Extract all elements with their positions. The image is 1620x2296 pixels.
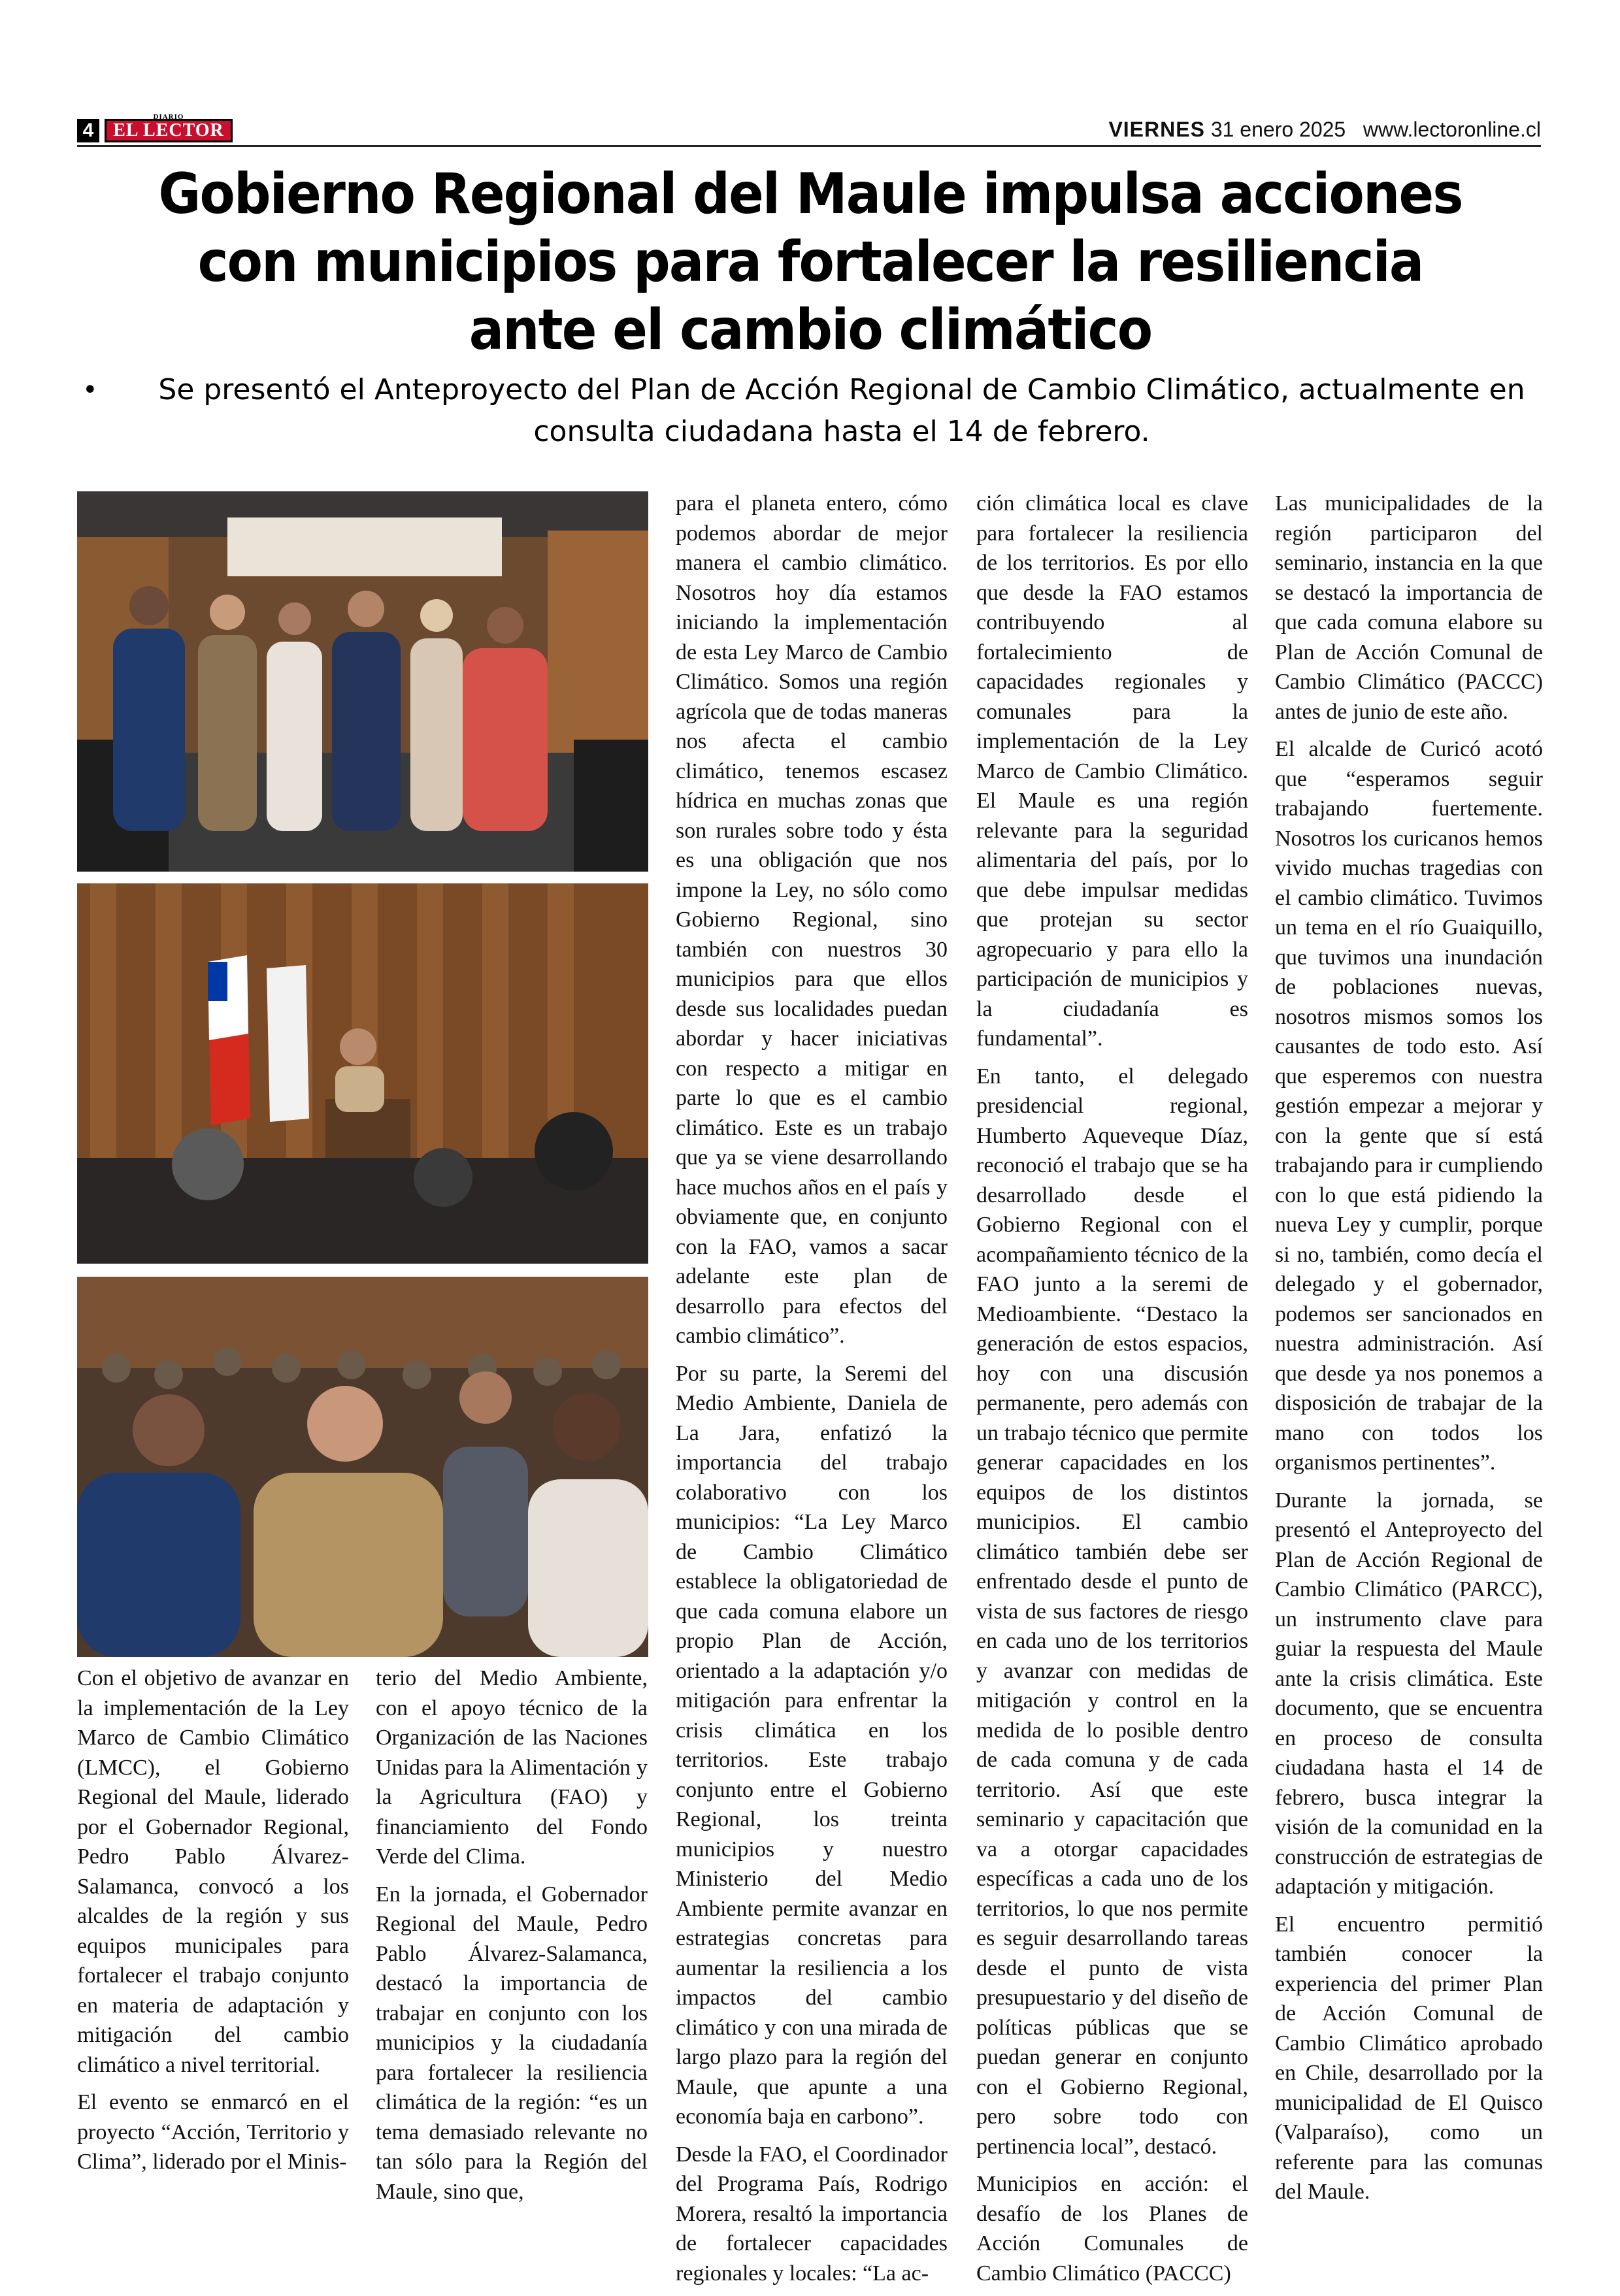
subhead-text: Se presentó el Anteproyecto del Plan de Acción Regional de Cambio Climático, actualmente en consulta ciudadana hasta el 14 de febrero. — [158, 373, 1525, 448]
paragraph: El alcalde de Curicó acotó que “esperamos seguir trabajando fuertemente. Nosotros los curicanos hemos vivido muchas tragedias con el cambio climático. Tuvimos un tema en el río Guaiquillo, que tuvimos una inundación de poblaciones nuevas, nosotros mismos somos los causantes de todo esto. Así que esperemos con nuestra gestión empezar a mejorar y con la gente que sí está trabajando para ir cumpliendo con lo que está pidiendo la nueva Ley y cumplir, porque si no, también, como decía el delegado y el gobernador, podemos ser sancionados en nuestra administración. Así que desde ya nos ponemos a disposición de trabajar de la mano con todos los organismos pertinentes”. — [1275, 737, 1543, 1475]
dateline — [1108, 116, 1541, 142]
article-column-5 — [1275, 489, 1543, 2215]
paragraph: para el planeta entero, cómo podemos abordar de mejor manera el cambio climático. Nosotros hoy día estamos iniciando la implementación de esta Ley Marco de Cambio Climático. Somos una región agrícola que de todas maneras nos afecta el cambio climático, tenemos escasez hídrica en muchas zonas que son rurales sobre todo y ésta es una obligación que nos impone la Ley, no sólo como Gobierno Regional, sino también con nuestros 30 municipios para que ellos desde sus localidades puedan abordar y hacer iniciativas con respecto a mitigar en parte lo que es el cambio climático. Este es un trabajo que ya se viene desarrollando hace muchos años en el país y obviamente que, en conjunto con la FAO, vamos a sacar adelante este plan de desarrollo para efectos del cambio climático”. — [676, 491, 948, 1348]
article-column-4 — [976, 489, 1248, 2296]
paragraph: El evento se enmarcó en el proyecto “Acción, Territorio y Clima”, liderado por el Minis- — [77, 2090, 349, 2174]
speaker-podium-photo — [77, 883, 648, 1264]
logo-text: EL LECTOR — [113, 120, 224, 140]
article-column-3 — [676, 489, 948, 2296]
paragraph: Por su parte, la Seremi del Medio Ambiente, Daniela de La Jara, enfatizó la importancia del trabajo colaborativo con los municipios: “La Ley Marco de Cambio Climático establece la obligatoriedad de que cada comuna elabore un propio Plan de Acción, orientado a la adaptación y/o mitigación para enfrentar la crisis climática en los territorios. Este trabajo conjunto entre el Gobierno Regional, los treinta municipios y nuestro Ministerio del Medio Ambiente permite avanzar en estrategias concretas para aumentar la resiliencia a los impactos del cambio climático y con una mirada de largo plazo para la región del Maule, que apunte a una economía baja en carbono”. — [676, 1361, 948, 2129]
bullet-icon: • — [82, 375, 98, 405]
paragraph: Durante la jornada, se presentó el Anteproyecto del Plan de Acción Regional de Cambio Climático (PARCC), un instrumento clave para guiar la respuesta del Maule ante la crisis climática. Este documento, que se encuentra en proceso de consulta ciudadana hasta el 14 de febrero, busca integrar la visión de la comunidad en la construcción de estrategias de adaptación y mitigación. — [1275, 1488, 1543, 1899]
website-link[interactable]: www.lectoronline.cl — [1363, 118, 1541, 141]
article-column-2 — [376, 1664, 648, 2214]
group-photo — [77, 491, 648, 872]
dateline-day: VIERNES — [1108, 118, 1205, 141]
dateline-date: 31 enero 2025 — [1210, 118, 1346, 141]
paragraph: El encuentro permitió también conocer la experiencia del primer Plan de Acción Comunal de Cambio Climático aprobado en Chile, desarrollado por la municipalidad de El Quisco (Valparaíso), como un referente para las comunas del Maule. — [1275, 1912, 1543, 2204]
paragraph: terio del Medio Ambiente, con el apoyo técnico de la Organización de las Naciones Unidas para la Alimentación y la Agricultura (FAO) y financiamiento del Fondo Verde del Clima. — [376, 1666, 648, 1869]
header-rule — [77, 145, 1541, 147]
section-subheading: Municipios en acción: el desafío de los Planes de Acción Comunales de Cambio Climático (PACCC) — [976, 2172, 1248, 2286]
page-number: 4 — [77, 119, 99, 142]
paragraph: Las municipalidades de la región participaron del seminario, instancia en la que se destacó la importancia de que cada comuna elabore su Plan de Acción Comunal de Cambio Climático (PACCC) antes de junio de este año. — [1275, 491, 1543, 724]
article-subhead — [77, 369, 1541, 453]
audience-photo — [77, 1277, 648, 1657]
paragraph: En la jornada, el Gobernador Regional del Maule, Pedro Pablo Álvarez-Salamanca, destacó la importancia de trabajar en conjunto con los municipios y la ciudadanía para fortalecer la resiliencia climática de la región: “es un tema demasiado relevante no tan sólo para la Región del Maule, sino que, — [376, 1882, 648, 2204]
logo-top-text: DIARIO — [153, 113, 184, 121]
article-headline: Gobierno Regional del Maule impulsa acciones con municipios para fortalecer la resiliencia ante el cambio climático — [158, 161, 1463, 363]
paragraph: En tanto, el delegado presidencial regional, Humberto Aqueveque Díaz, reconoció el trabajo que se ha desarrollado desde el Gobierno Regional con el acompañamiento técnico de la FAO junto a la seremi de Medioambiente. “Destaco la generación de estos espacios, hoy con una discusión permanente, pero además con un trabajo técnico que permite generar capacidades en los equipos de los distintos municipios. El cambio climático también debe ser enfrentado desde el punto de vista de sus factores de riesgo en cada uno de los territorios y avanzar con medidas de mitigación y control en la medida de lo posible dentro de cada comuna y de cada territorio. Así que este seminario y capacitación que va a otorgar capacidades específicas a cada uno de los territorios, lo que nos permite es seguir desarrollando tareas desde el punto de vista presupuestario y del diseño de políticas públicas que se puedan generar en conjunto con el Gobierno Regional, pero sobre todo con pertinencia local”, destacó. — [976, 1064, 1248, 2159]
paragraph: ción climática local es clave para fortalecer la resiliencia de los territorios. Es por ello que desde la FAO estamos contribuyendo al fortalecimiento de capacidades regionales y comunales para la implementación de la Ley Marco de Cambio Climático. El Maule es una región relevante para la seguridad alimentaria del país, por lo que debe impulsar medidas que protejan su sector agropecuario y para ello la participación de municipios y la ciudadanía es fundamental”. — [976, 491, 1248, 1051]
article-column-1 — [77, 1664, 349, 2185]
newspaper-logo[interactable] — [105, 113, 233, 142]
page-header — [77, 113, 1541, 144]
paragraph: Desde la FAO, el Coordinador del Programa País, Rodrigo Morera, resaltó la importancia de fortalecer capacidades regionales y locales: “La ac- — [676, 2142, 948, 2286]
paragraph: Con el objetivo de avanzar en la implementación de la Ley Marco de Cambio Climático (LMCC), el Gobierno Regional del Maule, liderado por el Gobernador Regional, Pedro Pablo Álvarez-Salamanca, convocó a los alcaldes de la región y sus equipos municipales para fortalecer el trabajo conjunto en materia de adaptación y mitigación del cambio climático a nivel territorial. — [77, 1666, 349, 2077]
